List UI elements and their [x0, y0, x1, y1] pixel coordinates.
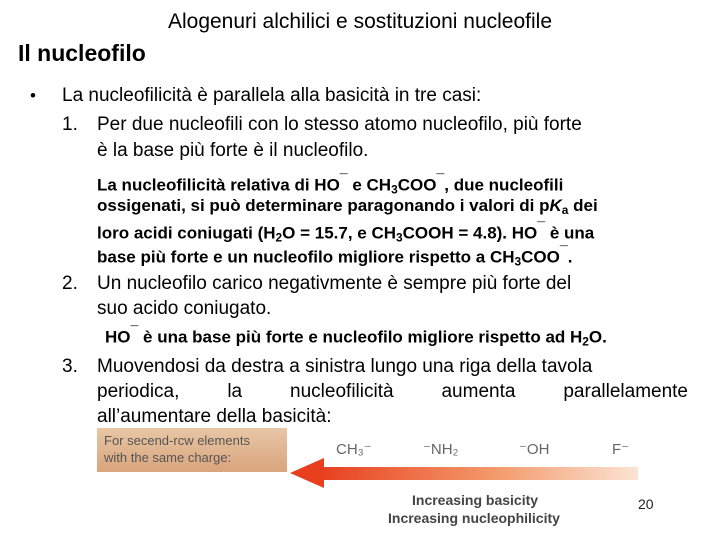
item-1-note-line-2: ossigenati, si può determinare paragonando i valori di $pK_a$ dei — [97, 196, 598, 217]
figure-caption-text: For secend-rcw elements with the same charge: — [104, 433, 250, 465]
species-f: F⁻ — [612, 441, 630, 458]
page-number: 20 — [638, 496, 654, 512]
item-1-line-1: Per due nucleofili con lo stesso atomo nucleofilo, più forte — [97, 114, 582, 135]
label-increasing-nucleophilicity: Increasing nucleophilicity — [388, 510, 560, 526]
item-1-note-line-3: loro acidi coniugati ($H_2O = 15.7$, e $CH_3COOH = 4.8$). HO¯ è una — [97, 220, 595, 245]
item-3-line-1: Muovendosi da destra a sinistra lungo una riga della tavola — [97, 356, 593, 377]
item-1-line-2: è la base più forte è il nucleofilo. — [97, 140, 369, 161]
item-3-number: 3. — [62, 356, 78, 377]
species-nh2: ⁻NH₂ — [423, 441, 459, 458]
bullet-text: La nucleofilicità è parallela alla basicità in tre casi: — [62, 85, 482, 106]
increasing-arrow-icon — [290, 455, 640, 491]
item-2-number: 2. — [62, 273, 78, 294]
header-title: Alogenuri alchilici e sostituzioni nucleofile — [167, 10, 553, 33]
species-ch3: CH₃⁻ — [336, 441, 372, 458]
species-oh: ⁻OH — [519, 441, 550, 458]
item-1-number: 1. — [62, 114, 78, 135]
label-increasing-basicity: Increasing basicity — [412, 492, 539, 508]
section-title: Il nucleofilo — [18, 40, 146, 66]
item-2-note: HO¯ è una base più forte e nucleofilo migliore rispetto ad $H_2O$. — [105, 324, 607, 349]
bullet-dot: • — [30, 86, 36, 105]
item-3-line-2: periodica, la nucleofilicità aumenta parallelamente — [97, 381, 688, 402]
item-1-note-line-4: base più forte e un nucleofilo migliore rispetto a $CH_3COO^¯$. — [97, 244, 573, 269]
item-2-line-1: Un nucleofilo carico negativmente è sempre più forte del — [97, 273, 572, 294]
item-2-line-2: suo acido coniugato. — [97, 298, 272, 319]
item-3-line-3: all’aumentare della basicità: — [97, 406, 332, 427]
item-1-note-line-1: La nucleofilicità relativa di HO¯ e $CH_3COO^¯$, due nucleofili — [97, 172, 564, 197]
